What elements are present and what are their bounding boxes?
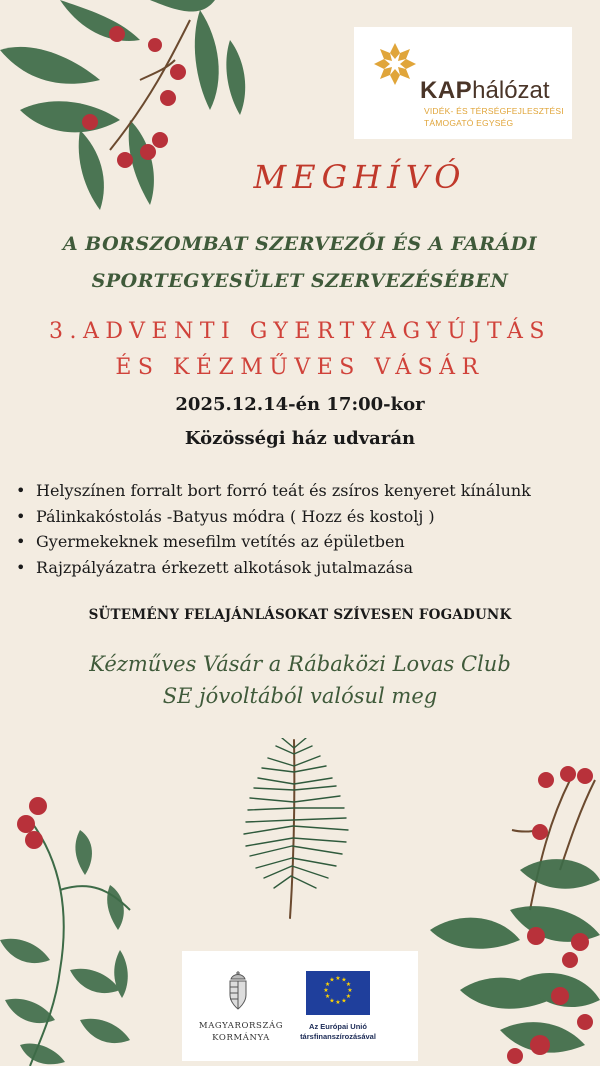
credit-line1: Kézműves Vásár a Rábaközi Lovas Club: [89, 652, 511, 676]
svg-text:★: ★: [341, 976, 347, 984]
svg-text:★: ★: [345, 993, 352, 1000]
holly-bottom-right-decoration: [420, 760, 600, 1066]
list-item: • Rajzpályázatra érkezett alkotások jutalmazása: [16, 555, 531, 581]
donation-note: SÜTEMÉNY FELAJÁNLÁSOKAT SZÍVESEN FOGADUNK: [88, 607, 512, 623]
kap-brand-name: [420, 77, 550, 105]
svg-text:★: ★: [329, 976, 335, 984]
svg-text:★: ★: [345, 981, 352, 988]
svg-text:★: ★: [335, 975, 341, 982]
kap-brand-light: hálózat: [472, 77, 550, 104]
holly-top-left-decoration: [0, 0, 260, 230]
svg-text:★: ★: [323, 987, 329, 994]
svg-text:★: ★: [341, 997, 347, 1005]
event-venue: Közösségi ház udvarán: [184, 428, 416, 449]
organizers-line2: SPORTEGYESÜLET SZERVEZÉSÉBEN: [91, 270, 509, 292]
svg-text:★: ★: [335, 999, 341, 1006]
berry-branch-bottom-left-decoration: [0, 790, 150, 1066]
hungarian-coat-of-arms-icon: [227, 969, 249, 1013]
list-item: • Pálinkakóstolás -Batyus módra ( Hozz és kostolj ): [16, 504, 531, 530]
credit-line2: SE jóvoltából valósul meg: [162, 684, 438, 708]
eu-flag-icon: [306, 971, 370, 1015]
eu-label-line2: társfinanszírozásával: [300, 1032, 376, 1041]
eu-label-line1: Az Európai Unió: [309, 1022, 367, 1031]
event-name-line1: 3.ADVENTI GYERTYAGYÚJTÁS: [49, 319, 551, 344]
government-label-line1: MAGYARORSZÁG: [198, 1021, 284, 1031]
kap-subtitle-line2: TÁMOGATÓ EGYSÉG: [424, 118, 514, 128]
pine-sprig-decoration: [232, 738, 362, 920]
svg-text:★: ★: [324, 981, 331, 988]
svg-text:★: ★: [329, 997, 335, 1005]
list-item: • Helyszínen forralt bort forró teát és zsíros kenyeret kínálunk: [16, 478, 531, 504]
invitation-title: MEGHÍVÓ: [253, 158, 467, 196]
kap-flower-icon: [372, 41, 418, 87]
kap-brand-bold: KAP: [420, 77, 473, 104]
program-list: [16, 478, 531, 580]
event-datetime: 2025.12.14-én 17:00-kor: [175, 394, 425, 415]
organizers-line1: A BORSZOMBAT SZERVEZŐI ÉS A FARÁDI: [62, 233, 538, 255]
svg-text:★: ★: [347, 987, 353, 994]
event-name-line2: ÉS KÉZMŰVES VÁSÁR: [115, 355, 485, 380]
list-item: • Gyermekeknek mesefilm vetítés az épületben: [16, 529, 531, 555]
kap-logo: [354, 27, 572, 139]
government-label-line2: KORMÁNYA: [212, 1033, 270, 1043]
sponsor-logos: [182, 951, 418, 1061]
kap-subtitle-line1: VIDÉK- ÉS TÉRSÉGFEJLESZTÉSI: [424, 106, 564, 116]
svg-text:★: ★: [324, 993, 331, 1000]
